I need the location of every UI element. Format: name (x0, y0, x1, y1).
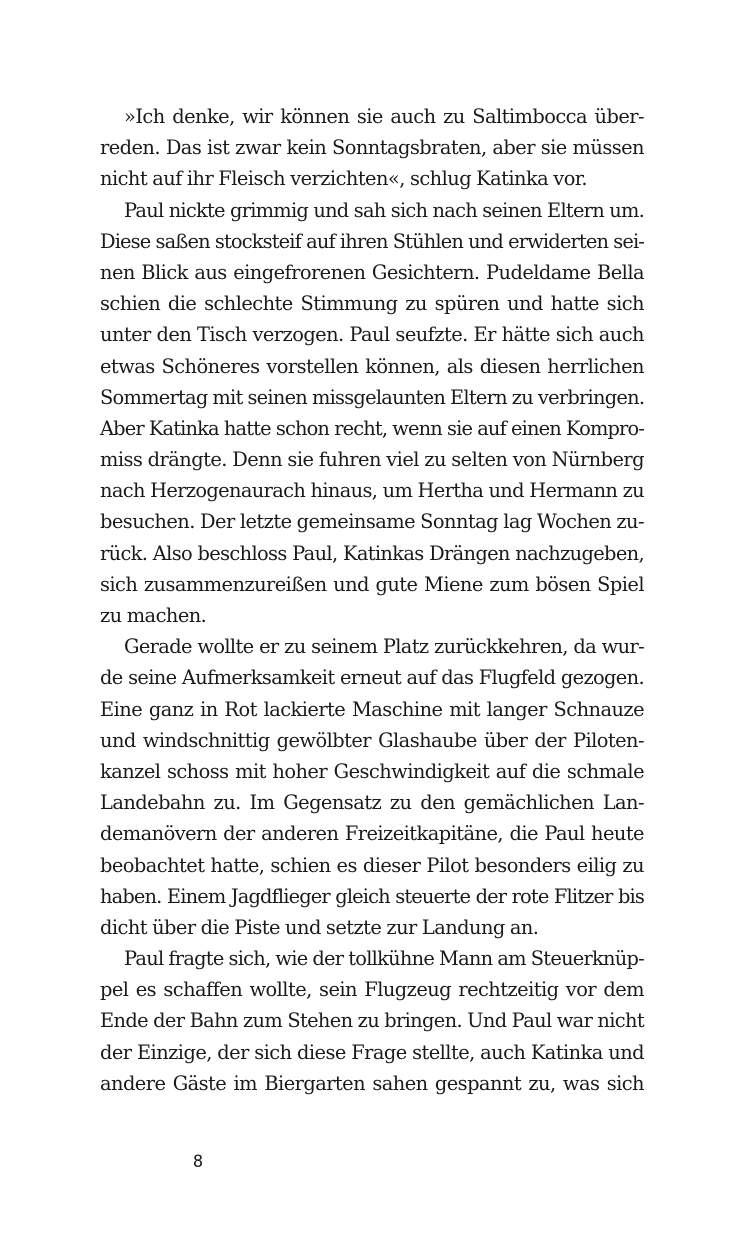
text-line: de seine Aufmerksamkeit erneut auf das Flugfeld gezogen. (100, 666, 644, 690)
body-text (100, 101, 644, 1099)
text-line: rück. Also beschloss Paul, Katinkas Drängen nachzugeben, (100, 541, 644, 565)
text-line: andere Gäste im Biergarten sahen gespannt zu, was sich (100, 1071, 644, 1095)
text-line: der Einzige, der sich diese Frage stellte, auch Katinka und (100, 1040, 644, 1064)
text-line: haben. Einem Jagdflieger gleich steuerte der rote Flitzer bis (100, 884, 644, 908)
text-line: Landebahn zu. Im Gegensatz zu den gemächlichen Lan- (100, 791, 644, 815)
text-line: zu machen. (100, 604, 207, 627)
paragraph (100, 631, 644, 943)
text-line: kanzel schoss mit hoher Geschwindigkeit auf die schmale (100, 759, 644, 783)
text-line: pel es schaffen wollte, sein Flugzeug rechtzeitig vor dem (100, 978, 644, 1002)
text-line: dicht über die Piste und setzte zur Landung an. (100, 915, 539, 939)
text-line: Paul nickte grimmig und sah sich nach seinen Eltern um. (124, 198, 644, 222)
text-line: miss drängte. Denn sie fuhren viel zu selten von Nürnberg (100, 448, 644, 472)
text-line: Diese saßen stocksteif auf ihren Stühlen und erwiderten sei- (100, 229, 644, 253)
text-line: beobachtet hatte, schien es dieser Pilot besonders eilig zu (100, 853, 644, 877)
text-line: Paul fragte sich, wie der tollkühne Mann am Steuerknüp- (124, 947, 644, 971)
text-line: nicht auf ihr Fleisch verzichten«, schlug Katinka vor. (100, 167, 588, 191)
text-line: nach Herzogenaurach hinaus, um Hertha und Hermann zu (100, 479, 644, 503)
text-line: Ende der Bahn zum Stehen zu bringen. Und Paul war nicht (100, 1009, 644, 1033)
text-line: und windschnittig gewölbter Glashaube über der Piloten- (100, 728, 644, 752)
text-line: nen Blick aus eingefrorenen Gesichtern. Pudeldame Bella (100, 260, 644, 284)
text-line: schien die schlechte Stimmung zu spüren und hatte sich (100, 292, 644, 316)
text-line: sich zusammenzureißen und gute Miene zum bösen Spiel (100, 572, 644, 596)
text-line: reden. Das ist zwar kein Sonntagsbraten, aber sie müssen (100, 136, 644, 160)
text-line: Sommertag mit seinen missgelaunten Eltern zu verbringen. (100, 385, 645, 409)
paragraph (100, 101, 644, 195)
page-number: 8 (192, 1152, 204, 1172)
text-line: demanövern der anderen Freizeitkapitäne, die Paul heute (100, 822, 644, 846)
text-line: Gerade wollte er zu seinem Platz zurückkehren, da wur- (124, 635, 644, 659)
paragraph (100, 943, 644, 1099)
paragraph (100, 195, 644, 632)
text-line: Aber Katinka hatte schon recht, wenn sie auf einen Kompro- (100, 416, 644, 440)
text-line: Eine ganz in Rot lackierte Maschine mit langer Schnauze (100, 697, 644, 721)
text-line: besuchen. Der letzte gemeinsame Sonntag lag Wochen zu- (100, 510, 644, 534)
text-line: etwas Schöneres vorstellen können, als diesen herrlichen (100, 354, 644, 378)
text-line: »Ich denke, wir können sie auch zu Saltimbocca über- (124, 105, 644, 128)
text-line: unter den Tisch verzogen. Paul seufzte. Er hätte sich auch (100, 323, 644, 347)
